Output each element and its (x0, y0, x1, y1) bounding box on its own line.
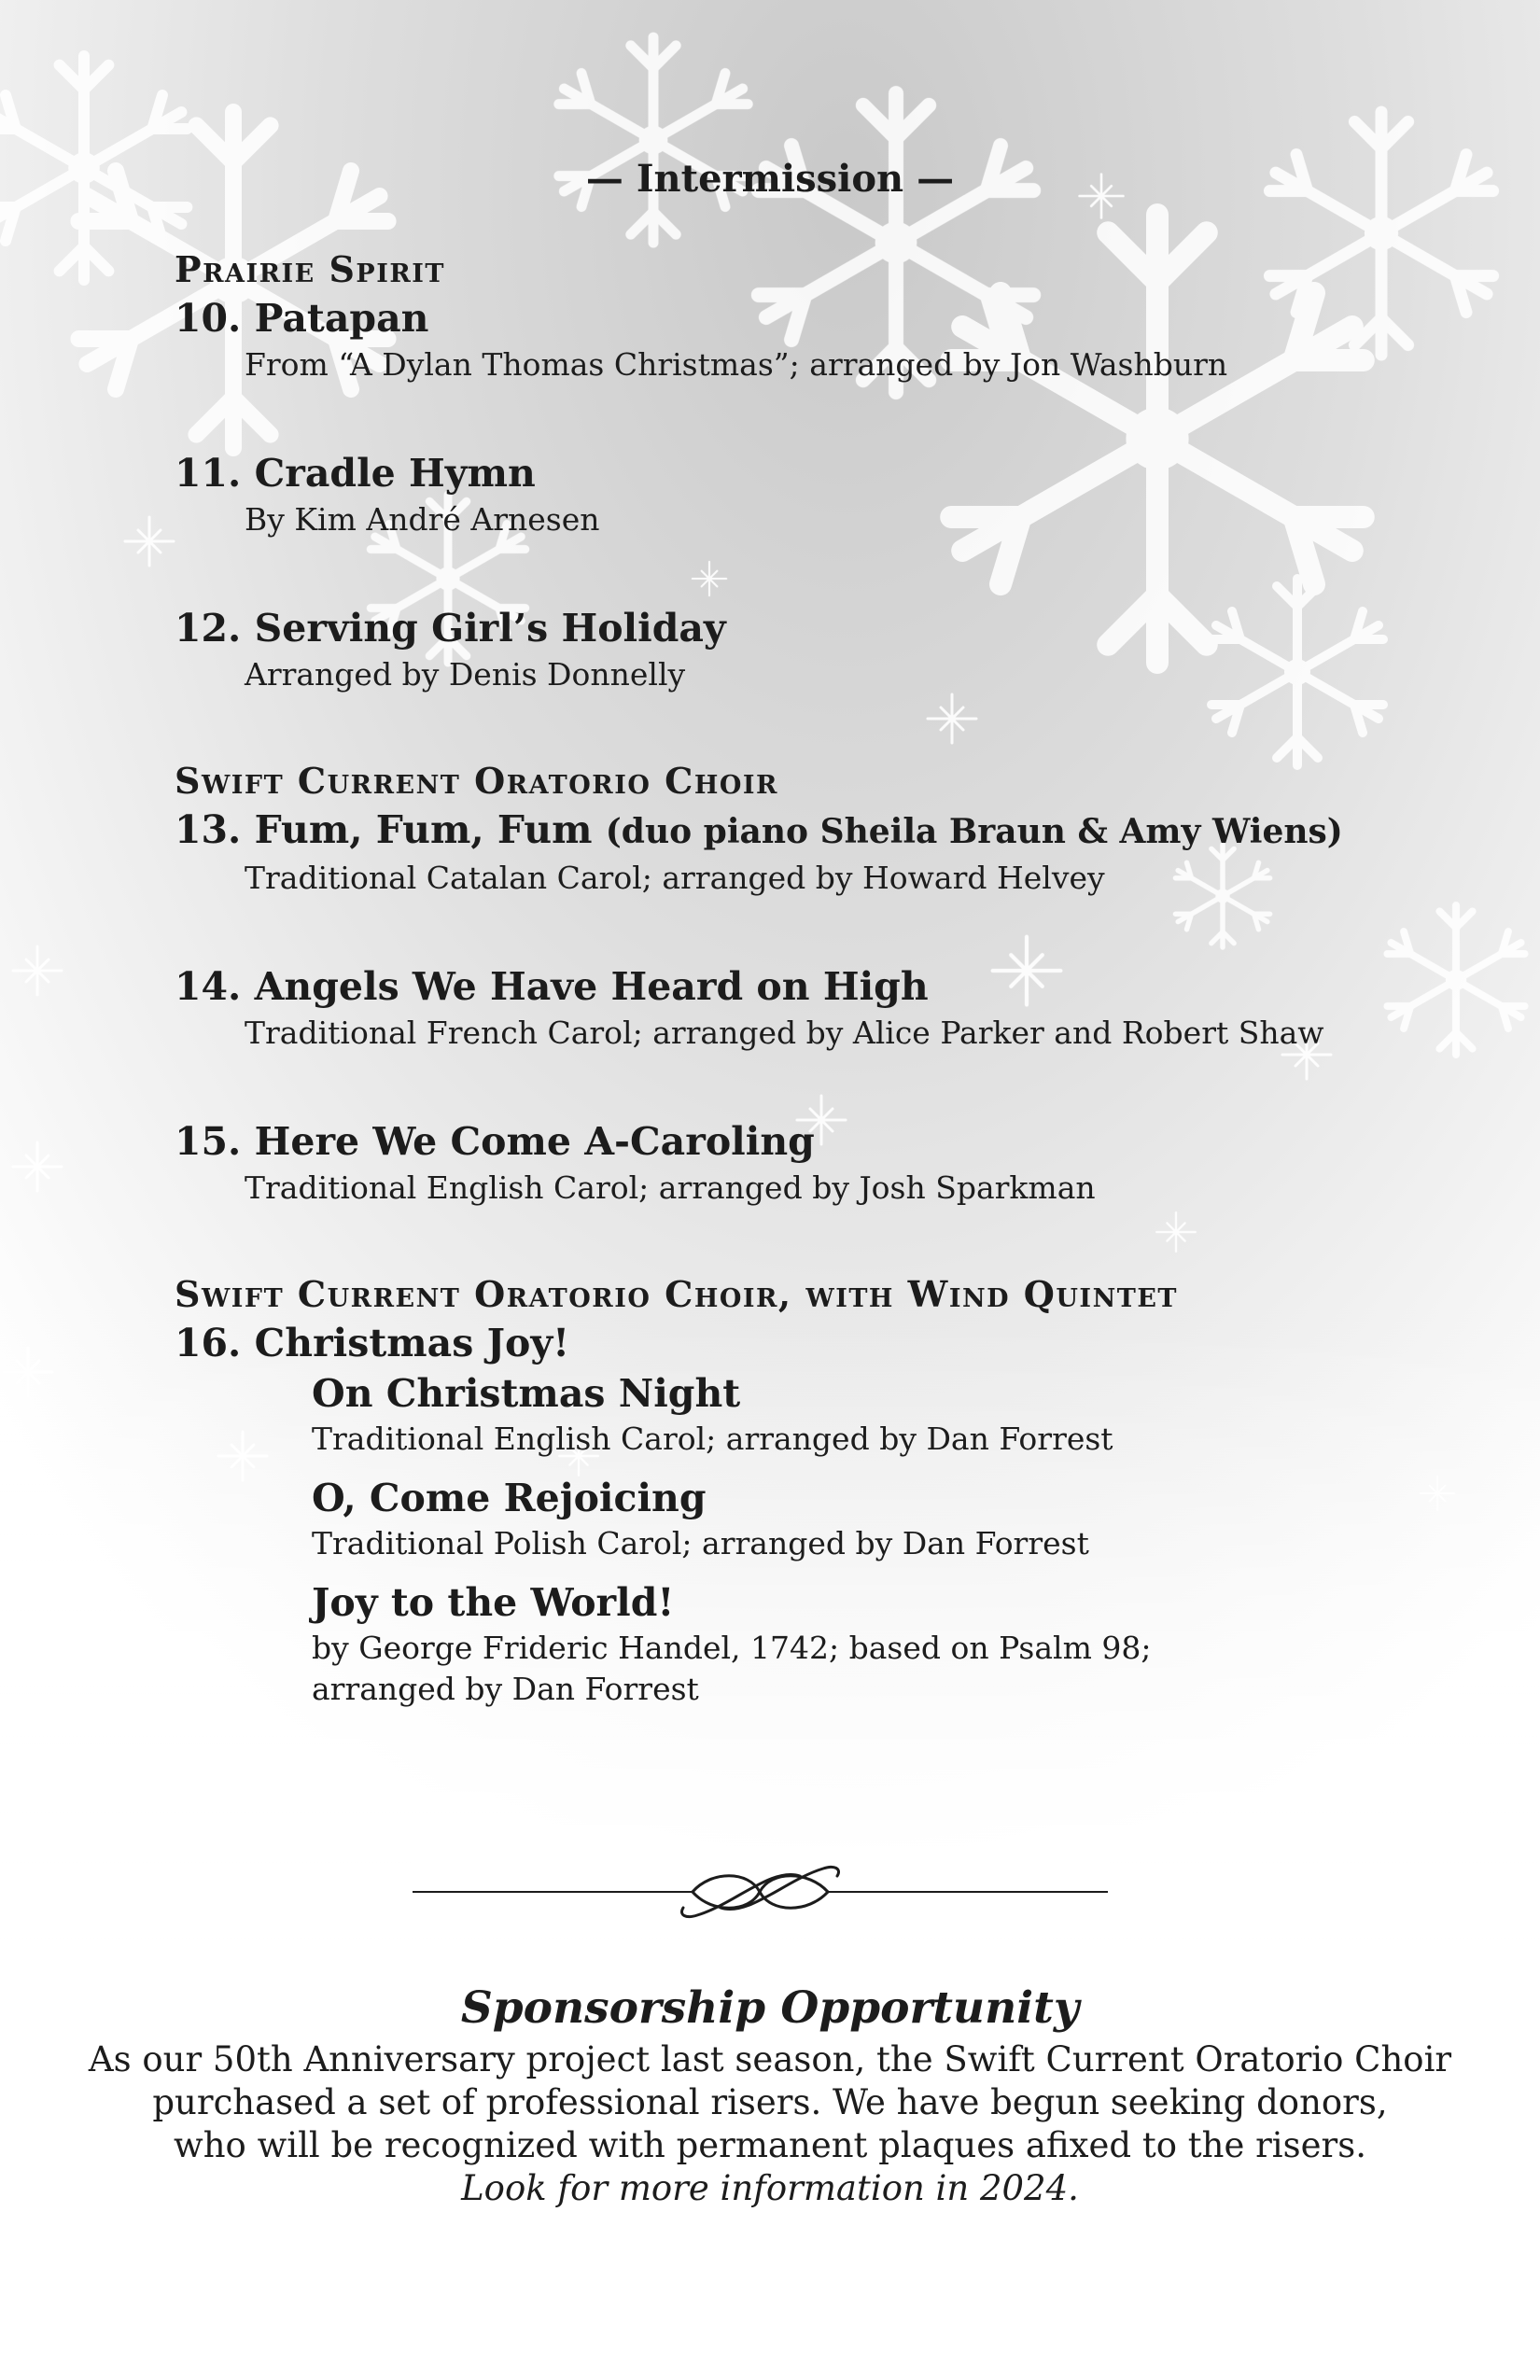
movement-credit-line-2: arranged by Dan Forrest (312, 1671, 699, 1707)
piece-number: 12. (175, 606, 242, 651)
movement-title: On Christmas Night (312, 1371, 741, 1416)
sponsorship-line-3: who will be recognized with permanent plaques afixed to the risers. (174, 2125, 1366, 2165)
piece-number: 15. (175, 1119, 242, 1164)
movement-credit: Traditional Polish Carol; arranged by Dan Forrest (312, 1525, 1089, 1561)
flourish-divider-icon (413, 1852, 1108, 1932)
piece-title (175, 603, 1388, 653)
sponsorship-closing: Look for more information in 2024. (461, 2168, 1079, 2208)
group-title-choir-wind-quintet: Swift Current Oratorio Choir, with Wind Quintet (175, 1273, 1179, 1315)
sponsorship-section (0, 1979, 1540, 2210)
movement-item (312, 1473, 1388, 1564)
piece-credit: Traditional French Carol; arranged by Alice Parker and Robert Shaw (245, 1015, 1324, 1051)
movement-credit: Traditional English Carol; arranged by Dan Forrest (312, 1421, 1113, 1457)
program-piece-13 (175, 805, 1388, 900)
movement-title: Joy to the World! (312, 1580, 675, 1625)
program-piece-11 (175, 448, 1388, 541)
piece-name: Serving Girl’s Holiday (254, 606, 726, 651)
piece-title (175, 805, 1388, 857)
program-piece-15 (175, 1116, 1388, 1210)
piece-credit: By Kim André Arnesen (245, 501, 600, 538)
piece-number: 10. (175, 296, 242, 341)
piece-number: 13. (175, 807, 242, 852)
piece-title (175, 1318, 1388, 1368)
sponsorship-line-1: As our 50th Anniversary project last season, the Swift Current Oratorio Choir (88, 2039, 1452, 2079)
piece-name: Fum, Fum, Fum (254, 807, 593, 852)
piece-name: Here We Come A-Caroling (254, 1119, 815, 1164)
piece-note: (duo piano Sheila Braun & Amy Wiens) (605, 812, 1343, 851)
piece-number: 16. (175, 1321, 242, 1365)
program-piece-10 (175, 293, 1388, 386)
program-piece-14 (175, 961, 1388, 1055)
sponsorship-heading: Sponsorship Opportunity (460, 1982, 1080, 2034)
movement-item (312, 1368, 1388, 1460)
piece-number: 11. (175, 451, 242, 496)
group-title-oratorio-choir: Swift Current Oratorio Choir (175, 760, 778, 802)
piece-name: Christmas Joy! (254, 1321, 570, 1365)
movement-item (312, 1577, 1388, 1710)
piece-title (175, 961, 1388, 1012)
piece-name: Patapan (254, 296, 429, 341)
program-piece-12 (175, 603, 1388, 696)
piece-name: Angels We Have Heard on High (254, 964, 929, 1009)
program-list (175, 246, 1388, 1710)
piece-title (175, 293, 1388, 343)
piece-title (175, 1116, 1388, 1167)
program-piece-16 (175, 1318, 1388, 1710)
movement-list (312, 1368, 1388, 1710)
piece-credit: Traditional Catalan Carol; arranged by Howard Helvey (245, 860, 1105, 896)
intermission-heading: — Intermission — (585, 157, 955, 201)
group-title-prairie-spirit: Prairie Spirit (175, 248, 446, 290)
movement-title: O, Come Rejoicing (312, 1476, 707, 1520)
sponsorship-line-2: purchased a set of professional risers. We have begun seeking donors, (152, 2082, 1388, 2122)
piece-title (175, 448, 1388, 498)
movement-credit-line-1: by George Frideric Handel, 1742; based on Psalm 98; (312, 1630, 1152, 1666)
piece-credit: From “A Dylan Thomas Christmas”; arranged by Jon Washburn (245, 346, 1228, 383)
piece-number: 14. (175, 964, 242, 1009)
piece-credit: Arranged by Denis Donnelly (245, 656, 686, 693)
piece-name: Cradle Hymn (254, 451, 536, 496)
piece-credit: Traditional English Carol; arranged by Josh Sparkman (245, 1169, 1096, 1206)
